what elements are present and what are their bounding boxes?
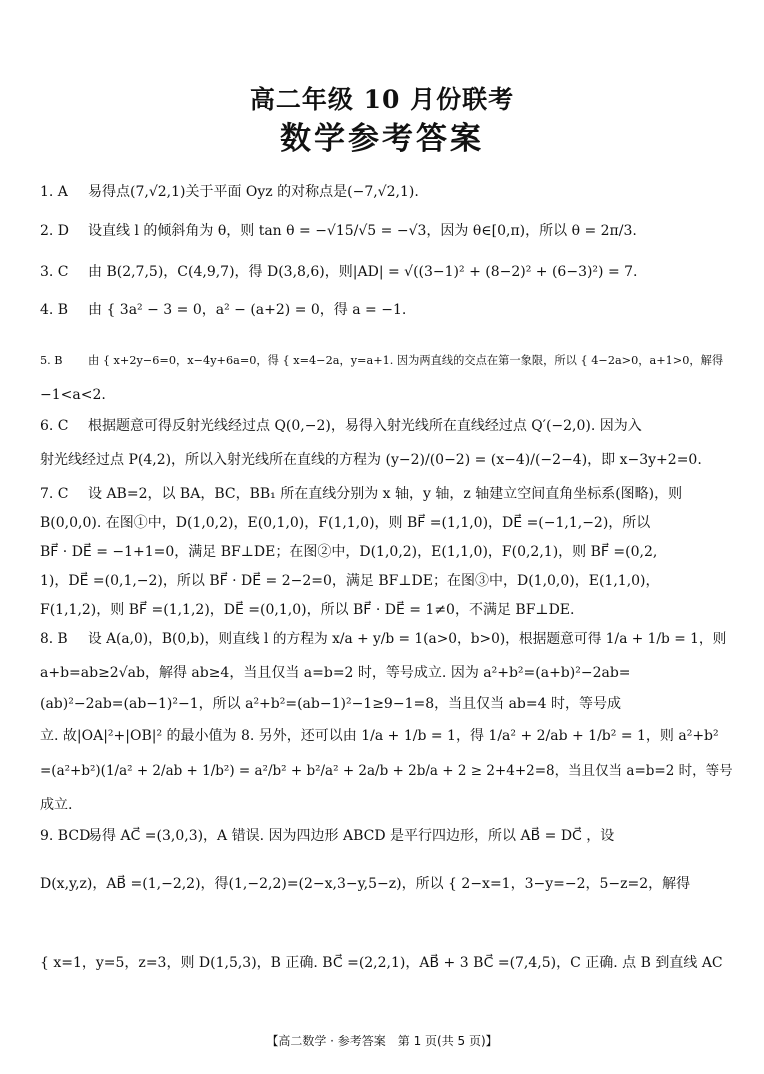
answer-line: 设直线 l 的倾斜角为 θ，则 tan θ = −√15/√5 = −√3，因为 θ∈[0,π)，所以 θ = 2π/3. bbox=[88, 223, 637, 239]
answer-line: 由 { 3a² − 3 = 0，a² − (a+2) = 0，得 a = −1. bbox=[88, 302, 407, 318]
answer-3 bbox=[40, 263, 638, 281]
answer-8-line-6: 成立. bbox=[40, 797, 73, 813]
page-title: 高二年级 10 月份联考 bbox=[249, 85, 515, 114]
answer-number: 1. A bbox=[40, 184, 68, 200]
answer-9 bbox=[40, 827, 614, 845]
answer-7-line-4: 1)，DE⃗ =(0,1,−2)，所以 BF⃗ · DE⃗ = 2−2=0，满足 BF⊥DE；在图③中，D(1,0,0)，E(1,1,0)， bbox=[40, 573, 660, 589]
answer-8-line-5: =(a²+b²)(1/a² + 2/ab + 1/b²) = a²/b² + b²/a² + 2a/b + 2b/a + 2 ≥ 2+4+2=8，当且仅当 a=b=2 时，等号 bbox=[40, 763, 733, 779]
answer-line: 根据题意可得反射光线经过点 Q(0,−2)，易得入射光线所在直线经过点 Q′(−2,0). 因为入 bbox=[88, 418, 642, 434]
answer-number: 8. B bbox=[40, 631, 68, 647]
answer-2 bbox=[40, 222, 637, 240]
answer-number: 9. BCD bbox=[40, 828, 91, 844]
page-footer: 【高二数学 · 参考答案 第 1 页(共 5 页)】 bbox=[266, 1034, 498, 1048]
answer-7-line-2: B(0,0,0). 在图①中，D(1,0,2)，E(0,1,0)，F(1,1,0)，则 BF⃗ =(1,1,0)，DE⃗ =(−1,1,−2)，所以 bbox=[40, 515, 651, 531]
answer-number: 5. B bbox=[40, 354, 63, 367]
answer-8-line-3: (ab)²−2ab=(ab−1)²−1，所以 a²+b²=(ab−1)²−1≥9−1=8，当且仅当 ab=4 时，等号成 bbox=[40, 696, 621, 712]
answer-line: 易得点(7,√2,1)关于平面 Oyz 的对称点是(−7,√2,1). bbox=[88, 184, 419, 200]
answer-line: 由 B(2,7,5)，C(4,9,7)，得 D(3,8,6)，则|AD| = √((3−1)² + (8−2)² + (6−3)²) = 7. bbox=[88, 264, 638, 280]
answer-7-line-3: BF⃗ · DE⃗ = −1+1=0，满足 BF⊥DE；在图②中，D(1,0,2)，E(1,1,0)，F(0,2,1)，则 BF⃗ =(0,2, bbox=[40, 544, 658, 560]
answer-number: 3. C bbox=[40, 264, 69, 280]
answer-number: 2. D bbox=[40, 223, 70, 239]
answer-7 bbox=[40, 485, 682, 503]
answer-7-line-5: F(1,1,2)，则 BF⃗ =(1,1,2)，DE⃗ =(0,1,0)，所以 BF⃗ · DE⃗ = 1≠0，不满足 BF⊥DE. bbox=[40, 602, 575, 618]
answer-8-line-4: 立. 故|OA|²+|OB|² 的最小值为 8. 另外，还可以由 1/a + 1/b = 1，得 1/a² + 2/ab + 1/b² = 1，则 a²+b² bbox=[40, 728, 719, 744]
answer-6 bbox=[40, 417, 642, 435]
answer-line: 设 AB=2，以 BA，BC，BB₁ 所在直线分别为 x 轴，y 轴，z 轴建立空间直角坐标系(图略)，则 bbox=[88, 486, 683, 502]
answer-line: 设 A(a,0)，B(0,b)，则直线 l 的方程为 x/a + y/b = 1(a>0，b>0)，根据题意可得 1/a + 1/b = 1，则 bbox=[88, 631, 727, 647]
answer-5 bbox=[40, 352, 723, 370]
answer-number: 6. C bbox=[40, 418, 69, 434]
answer-line: 由 { x+2y−6=0，x−4y+6a=0，得 { x=4−2a，y=a+1. 因为两直线的交点在第一象限，所以 { 4−2a>0，a+1>0，解得 bbox=[88, 354, 724, 367]
answer-line: 易得 AC⃗ =(3,0,3)，A 错误. 因为四边形 ABCD 是平行四边形，所以 AB⃗ = DC⃗ ，设 bbox=[88, 828, 615, 844]
answer-8-line-2: a+b=ab≥2√ab，解得 ab≥4，当且仅当 a=b=2 时，等号成立. 因为 a²+b²=(a+b)²−2ab= bbox=[40, 665, 631, 681]
answer-8 bbox=[40, 630, 726, 648]
answer-9-line-2: D(x,y,z)，AB⃗ =(1,−2,2)，得(1,−2,2)=(2−x,3−y,5−z)，所以 { 2−x=1，3−y=−2，5−z=2，解得 bbox=[40, 876, 691, 892]
answer-1 bbox=[40, 183, 419, 201]
answer-9-line-3: { x=1，y=5，z=3，则 D(1,5,3)，B 正确. BC⃗ =(2,2,1)，AB⃗ + 3 BC⃗ =(7,4,5)，C 正确. 点 B 到直线 AC bbox=[40, 955, 723, 971]
answer-number: 7. C bbox=[40, 486, 69, 502]
page-subtitle: 数学参考答案 bbox=[280, 121, 484, 157]
answer-5-line-2: −1<a<2. bbox=[40, 387, 106, 403]
answer-6-line-2: 射光线经过点 P(4,2)，所以入射光线所在直线的方程为 (y−2)/(0−2) = (x−4)/(−2−4)，即 x−3y+2=0. bbox=[40, 452, 702, 468]
answer-number: 4. B bbox=[40, 302, 69, 318]
answer-4 bbox=[40, 301, 406, 319]
